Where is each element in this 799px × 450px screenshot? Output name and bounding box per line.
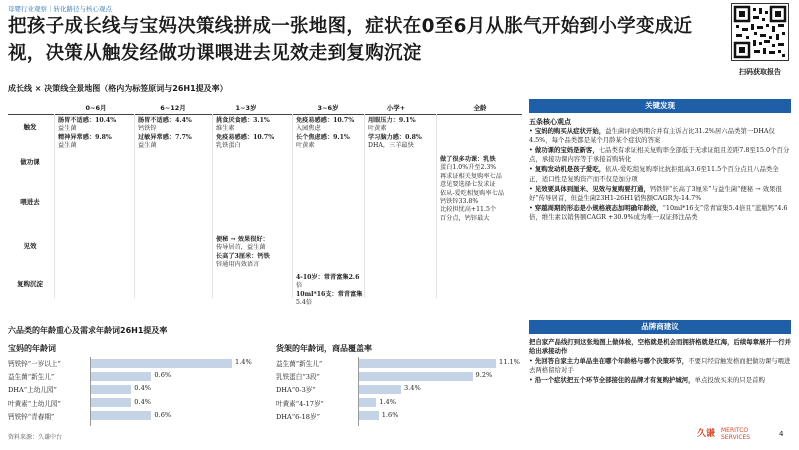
qr-code[interactable] [731,3,789,61]
tagline: 母婴行业观察｜转化路径与核心观点 [8,5,112,13]
insight-text: “10ml*16支”常青富集5.4倍且“蓝瓶钙”4.6倍，维生素以销售额CAGR +30.9%成为唯一双证择注品类 [529,203,788,221]
bar-value-label: 1.4% [379,397,397,406]
cell-line: 益生菌 [58,125,77,133]
matrix-cell-effect-1-3y [216,236,270,270]
col-head-6-12m: 6~12月 [160,104,186,112]
bar [359,398,376,407]
cell-line: 锌通用内效语言 [216,261,260,269]
brand-logo-cn: 久谦 [697,429,716,439]
bar-label: 叶黄素“4-17岁” [276,399,324,408]
cell-line: 益生菌 [138,142,157,150]
bar [359,372,473,381]
row-label-feeding: 喂进去 [20,198,40,206]
bar-value-label: 0.6% [154,371,172,380]
matrix-cell-repurchase-3-6y [296,274,362,308]
bar [359,411,379,420]
bar [91,372,151,381]
bar-label: 益生菌“新生儿” [276,360,323,368]
bar-value-label: 11.1% [499,358,520,366]
cell-line: 乳铁蛋白 [216,142,241,150]
row-label-research: 做功课 [20,158,40,166]
source-note: 资料来源：久谦中台 [8,434,63,441]
matrix-cell-trigger-0-6m [58,117,116,151]
insight-bold: 见效要具体到厘米、见效与复购要打通， [534,184,650,193]
matrix-cell-trigger-1-3y [216,117,274,151]
advice-list [529,338,791,386]
right-bars-title: 货架的年龄词，商品覆盖率 [276,344,372,353]
left-bars-title: 宝妈的年龄词 [8,344,56,353]
bar-value-label: 0.4% [134,397,152,406]
advice-bold: 先回答自家主力单品坐在哪个年龄格与哪个决策环节， [534,357,689,366]
matrix-cell-trigger-3-6y [296,117,354,151]
bar-label: 乳铁蛋白“3段” [276,373,320,382]
cell-line: 10ml*16支：常青富集 [296,290,363,298]
bar-label: DHA“上幼儿园” [8,386,57,395]
cell-line: 入园焦虑 [296,125,321,133]
insights-subtitle: 五条核心观点 [529,117,571,126]
cell-line: 肠胃不适感：10.4% [58,117,117,124]
cell-line: 传导居首，益生菌 [216,244,266,252]
brand-logo-en-line: MERITCO [721,427,749,434]
row-label-effect: 见效 [23,242,37,250]
page-number: 4 [779,430,784,438]
cell-line: 免疫易感感：10.7% [296,117,355,124]
cell-line: 挑食厌食感：3.1% [216,117,270,124]
qr-code-icon [732,4,788,60]
cell-line: 便秘 → 效果很好： [216,236,269,243]
cell-line: 精神异常感：9.8% [58,133,112,141]
insights-header: 关键发现 [529,99,791,113]
advice-item: • 先回答自家主力单品坐在哪个年龄格与哪个决策环节，不要只经营触发格而把做功课与喂进去两格留给对手 [529,357,791,375]
bar-row [276,383,521,396]
bar-row [8,397,268,410]
advice-header: 品牌商建议 [529,320,791,334]
bar-label: 钙铁锌“一岁以上” [8,360,61,368]
col-head-all-ages: 全龄 [473,104,487,112]
cell-line: 免疫易感感：10.7% [216,133,275,141]
cell-line: 学习脑力感：0.8% [368,133,422,141]
bar-row [8,410,268,423]
bar-value-label: 9.2% [475,371,493,380]
advice-bold: 把自家产品线打到这张地图上做体检，空格就是机会而拥挤格就是红海，后续每章展开一行并给出承接动作 [529,338,792,356]
insights-list [529,117,791,223]
bar-row [8,357,268,370]
bar [91,411,151,420]
cell-line: 钙铁锌33.8% [440,198,479,206]
bar-row [276,370,521,383]
brand-logo-en-line: SERVICES [721,434,751,441]
col-head-primary: 小学+ [386,104,406,112]
cell-line: 长高了3厘米：钙铁 [216,252,270,260]
insight-bold: 宝妈的购买从症状开始， [534,127,606,136]
grid-line [364,114,365,298]
advice-bold: 沿一个症状把五个环节全部接住的品牌才有复购护城河， [534,376,695,385]
insight-item: • 做功课的宝妈是新客，七品类有求证相关复购率全部低于无求证组且差距7.8至15.0个百分点，承接功课内容等于承接首购转化 [529,146,790,164]
bar [359,385,401,394]
insight-text: 依从-爱吃组复购率比抗拒组高3.6至11.5个百分点且八品类全正，适口性是复购资产而不仅是加分项 [529,165,779,183]
cell-line: 蛋白1.0%升至2.3% [440,164,497,172]
insight-text: 钙铁锌“长高了3厘米”与益生菌“便秘 → 效果很好”传导居首，但益生菌23H1-26H1销售额CAGR为-14.7% [529,184,782,202]
cell-line: 维生素 [216,125,235,133]
insight-item: • 宝妈的购买从症状开始，益生菌评论两期合并有主诉占比31.2%居六品类第一DHA仅4.5%，每个品类都是某个月龄某个症状的答案 [529,127,775,145]
bar-value-label: 1.6% [381,410,399,419]
insight-text: 益生菌评论两期合并有主诉占比31.2%居六品类第一DHA仅4.5%，每个品类都是某个月龄某个症状的答案 [529,127,775,145]
advice-item [529,338,791,356]
row-label-trigger: 触发 [23,123,37,131]
matrix-title: 成长线 × 决策线全景地图（格内为标签原词与26H1提及率） [8,84,228,93]
grid-line [134,114,135,298]
advice-text: 不要只经营触发格而把做功课与喂进去两格留给对手 [529,357,791,375]
bars-title: 六品类的年龄重心及需求年龄词26H1提及率 [8,326,168,335]
insight-bold: 复购发动机是孩子爱吃， [534,165,606,174]
insight-item: • 复购发动机是孩子爱吃，依从-爱吃组复购率比抗拒组高3.6至11.5个百分点且八品类全正，适口性是复购资产而不仅是加分项 [529,165,779,183]
brand-logo-en [721,427,750,441]
bar [91,398,131,407]
bar-row [8,383,268,396]
col-head-1-3y: 1~3岁 [235,104,257,112]
col-head-3-6y: 3~6岁 [317,104,339,112]
cell-line: 叶黄素 [368,125,387,133]
journey-matrix [8,96,522,307]
bar-label: 叶黄素“上幼儿园” [8,399,61,408]
bar-label: 益生菌“新生儿” [8,373,55,382]
cell-line: DHA，三羊最快 [368,142,414,150]
matrix-cell-research-all [440,156,504,223]
cell-line: 5.4倍 [296,299,313,307]
cell-line: 益生菌 [58,142,77,150]
cell-line: 依从-爱吃相复购率七品 [440,189,504,197]
cell-line: 百分点，钙锌最大 [440,214,490,222]
cell-line: 钙铁锌 [138,125,157,133]
bar [91,359,232,368]
insight-bold: 做功课的宝妈是新客， [534,146,599,155]
matrix-cell-trigger-6-12m [138,117,192,151]
bar-label: DHA“0-3岁” [276,386,316,395]
bar-row [276,410,521,423]
cell-line: 肠胃不适感：4.4% [138,117,192,124]
left-bar-chart [8,357,268,423]
bar-value-label: 1.4% [235,358,252,366]
matrix-axis-line [8,114,522,115]
cell-line: 用眼压力：9.1% [368,117,416,124]
cell-line: 长个焦虑感：9.1% [296,133,350,141]
bar-row [8,370,268,383]
cell-line: 4-10岁：常青富集2.6 [296,274,360,281]
row-label-repurchase: 复购沉淀 [17,280,43,288]
bar-row [276,357,521,370]
cell-line: 叶黄素 [296,142,315,150]
insight-text: 七品类有求证相关复购率全部低于无求证组且差距7.8至15.0个百分点，承接功课内容等于承接首购转化 [529,146,790,164]
bar-label: DHA“6-18岁” [276,412,320,421]
cell-line: 倍 [296,282,303,290]
cell-line: 比较担忧高+11.5个 [440,206,497,214]
right-bar-chart [276,357,521,423]
cell-line: 意见要选择七发求证 [440,181,496,189]
bar [359,359,496,368]
bar-value-label: 0.6% [154,410,172,419]
insight-item: • 见效要具体到厘米、见效与复购要打通，钙铁锌“长高了3厘米”与益生菌“便秘 → 效果很好”传导居首，但益生菌23H1-26H1销售额CAGR为-14.7% [529,184,782,202]
advice-item: • 沿一个症状把五个环节全部接住的品牌才有复购护城河，单点投放买来的只是首购 [529,376,765,385]
advice-text: 单点投放买来的只是首购 [694,376,765,385]
bar-label: 钙铁锌“青春期” [8,412,55,421]
qr-caption: 扫码获取报告 [739,68,781,76]
grid-line [436,114,437,298]
grid-line [292,114,293,298]
col-head-0-6m: 0~6月 [85,104,107,112]
bar-value-label: 3.4% [403,384,421,393]
grid-line [212,114,213,298]
bar-value-label: 0.4% [134,384,152,393]
matrix-cell-trigger-primary [368,117,422,151]
bar-row [276,397,521,410]
bar [91,385,131,394]
insight-bold: 穿越周期的形态是小规格液态加明确年龄段， [534,203,663,212]
cell-line: 做了很多功课：乳铁 [440,156,496,163]
grid-line [54,114,55,298]
cell-line: 过敏异常感：7.7% [138,133,192,141]
page-title: 把孩子成长线与宝妈决策线拼成一张地图，症状在0至6月从胀气开始到小学变成近视，决策从触发经做功课喂进去见效走到复购沉淀 [8,16,693,64]
insight-item: • 穿越周期的形态是小规格液态加明确年龄段，“10ml*16支”常青富集5.4倍且“蓝瓶钙”4.6倍，维生素以销售额CAGR +30.9%成为唯一双证择注品类 [529,203,788,221]
cell-line: 再求证相关复购率七品 [440,172,502,180]
